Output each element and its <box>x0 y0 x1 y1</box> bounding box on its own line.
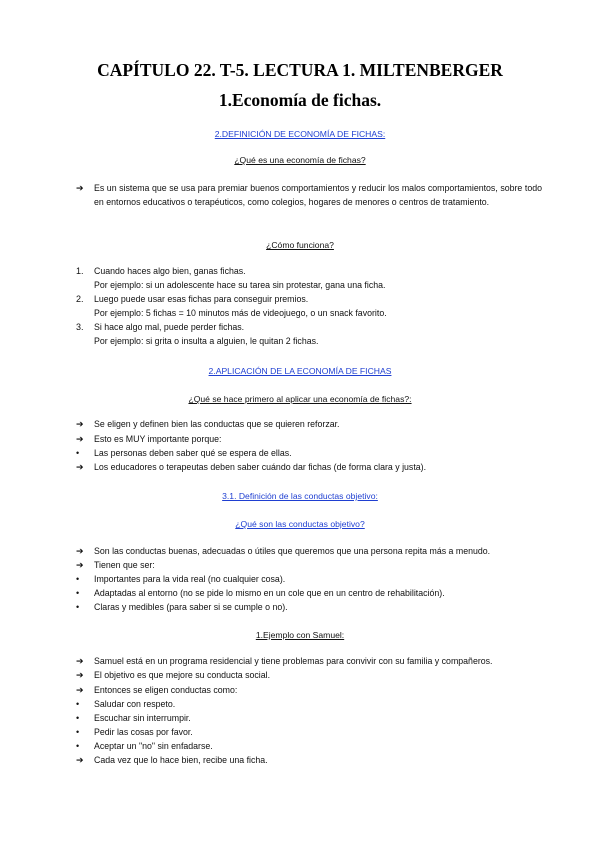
list-item: Saludar con respeto. <box>94 699 176 709</box>
list-item: Adaptadas al entorno (no se pide lo mismo en un cole que en un centro de rehabilitación). <box>94 588 445 598</box>
step-example: Por ejemplo: si un adolescente hace su tarea sin protestar, gana una ficha. <box>94 280 386 290</box>
list-item: Son las conductas buenas, adecuadas o útiles que queremos que una persona repita más a menudo. <box>94 546 491 556</box>
arrow-icon: ➔ <box>76 434 84 444</box>
document-title: CAPÍTULO 22. T-5. LECTURA 1. MILTENBERGER <box>97 60 503 80</box>
arrow-icon: ➔ <box>76 462 84 472</box>
arrow-icon: ➔ <box>76 755 84 765</box>
section-heading-example: 1.Ejemplo con Samuel: <box>255 630 345 640</box>
document-subtitle: 1.Economía de fichas. <box>218 90 382 110</box>
question-target-behaviours: ¿Qué son las conductas objetivo? <box>235 519 365 529</box>
step-number: 3. <box>76 322 84 332</box>
list-item: Tienen que ser: <box>94 560 155 570</box>
arrow-icon: ➔ <box>76 685 84 695</box>
list-item: Escuchar sin interrumpir. <box>94 713 191 723</box>
question-what-is: ¿Qué es una economía de fichas? <box>234 155 366 165</box>
definition-paragraph: Es un sistema que se usa para premiar buenos comportamientos y reducir los malos comportamientos, sobre todo en entornos educativos o terapéuticos, como colegios, hogares de menores o centros de tratamiento. <box>94 183 542 208</box>
list-item: Los educadores o terapeutas deben saber cuándo dar fichas (de forma clara y justa). <box>94 462 427 472</box>
list-item: Entonces se eligen conductas como: <box>94 685 238 695</box>
bullet-icon: • <box>76 727 80 737</box>
arrow-icon: ➔ <box>76 183 84 193</box>
bullet-icon: • <box>76 741 80 751</box>
list-item: Aceptar un "no" sin enfadarse. <box>94 741 213 751</box>
section-heading-application: 2.APLICACIÓN DE LA ECONOMÍA DE FICHAS <box>208 366 392 376</box>
step-text: Si hace algo mal, puede perder fichas. <box>94 322 245 332</box>
list-item: Pedir las cosas por favor. <box>94 727 193 737</box>
list-item: El objetivo es que mejore su conducta social. <box>94 670 271 680</box>
step-text: Cuando haces algo bien, ganas fichas. <box>94 266 246 276</box>
list-item: Se eligen y definen bien las conductas que se quieren reforzar. <box>94 419 340 429</box>
bullet-icon: • <box>76 699 80 709</box>
bullet-icon: • <box>76 602 80 612</box>
question-first-step: ¿Qué se hace primero al aplicar una economía de fichas?: <box>188 394 412 404</box>
bullet-icon: • <box>76 588 80 598</box>
bullet-icon: • <box>76 713 80 723</box>
section-heading-definition: 2.DEFINICIÓN DE ECONOMÍA DE FICHAS: <box>214 129 386 139</box>
arrow-icon: ➔ <box>76 670 84 680</box>
step-number: 2. <box>76 294 84 304</box>
step-text: Luego puede usar esas fichas para conseguir premios. <box>94 294 309 304</box>
question-how-it-works: ¿Cómo funciona? <box>266 240 334 250</box>
arrow-icon: ➔ <box>76 546 84 556</box>
bullet-icon: • <box>76 448 80 458</box>
bullet-icon: • <box>76 574 80 584</box>
arrow-icon: ➔ <box>76 419 84 429</box>
step-example: Por ejemplo: 5 fichas = 10 minutos más de videojuego, o un snack favorito. <box>94 308 387 318</box>
list-item: Esto es MUY importante porque: <box>94 434 222 444</box>
arrow-icon: ➔ <box>76 560 84 570</box>
list-item: Las personas deben saber qué se espera de ellas. <box>94 448 292 458</box>
list-item: Importantes para la vida real (no cualquier cosa). <box>94 574 286 584</box>
step-number: 1. <box>76 266 84 276</box>
arrow-icon: ➔ <box>76 656 84 666</box>
step-example: Por ejemplo: si grita o insulta a alguien, le quitan 2 fichas. <box>94 336 319 346</box>
list-item: Samuel está en un programa residencial y tiene problemas para convivir con su familia y compañeros. <box>94 656 493 666</box>
list-item: Claras y medibles (para saber si se cumple o no). <box>94 602 288 612</box>
section-heading-target-behaviours: 3.1. Definición de las conductas objetivo: <box>222 491 378 501</box>
list-item: Cada vez que lo hace bien, recibe una ficha. <box>94 755 268 765</box>
